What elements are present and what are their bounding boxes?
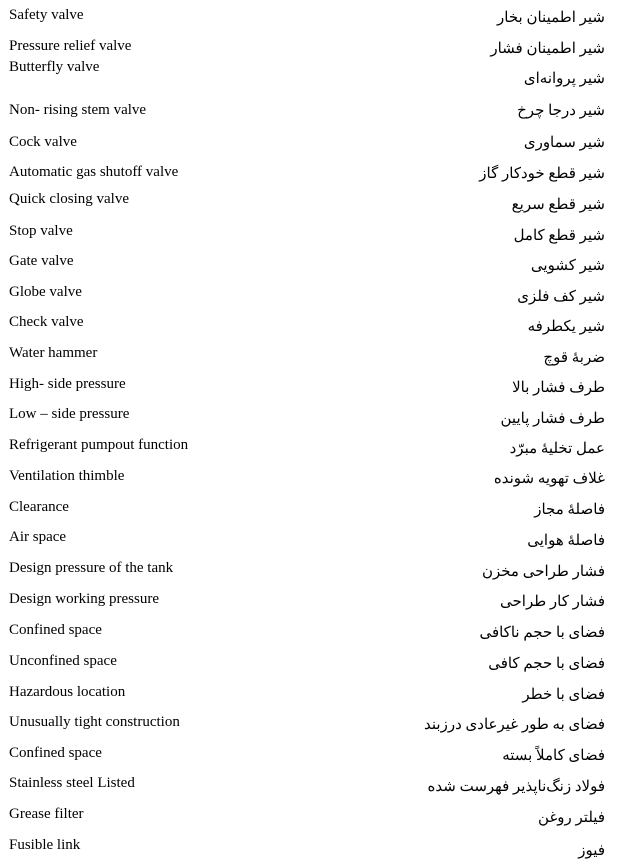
term-persian: فاصلهٔ هوایی [527, 533, 605, 549]
term-persian: شیر قطع سریع [511, 197, 605, 213]
term-english: Pressure relief valve [9, 38, 132, 54]
term-english: Design working pressure [9, 591, 159, 607]
term-persian: شیر قطع خودکار گاز [479, 166, 605, 182]
term-persian: شیر قطع کامل [513, 228, 605, 244]
term-persian: فشار طراحی مخزن [481, 564, 605, 580]
term-persian: فیلتر روغن [538, 810, 605, 826]
term-english: Globe valve [9, 284, 82, 300]
term-persian: فضای کاملاً بسته [502, 748, 605, 764]
term-persian: فضای به طور غیرعادی درزبند [424, 717, 605, 733]
term-persian: عمل تخلیهٔ مبرّد [509, 441, 605, 457]
term-english: Refrigerant pumpout function [9, 437, 189, 453]
term-english: Ventilation thimble [9, 468, 125, 484]
term-persian: فضای با حجم کافی [488, 656, 605, 672]
term-persian: شیر اطمینان بخار [497, 10, 605, 26]
term-english: Air space [9, 529, 67, 545]
term-english: Unusually tight construction [9, 714, 180, 730]
term-english: Water hammer [9, 345, 98, 361]
term-english: Confined space [9, 622, 102, 638]
term-persian: فضای با خطر [522, 687, 605, 703]
term-english: Butterfly valve [9, 59, 100, 75]
term-persian: شیر درجا چرخ [517, 103, 605, 119]
term-english: Automatic gas shutoff valve [9, 164, 179, 180]
term-persian: فاصلهٔ مجاز [534, 502, 605, 518]
term-persian: شیر پروانه‌ای [523, 71, 605, 87]
term-english: Low – side pressure [9, 406, 130, 422]
term-persian: فیوز [578, 843, 605, 859]
term-persian: ضربهٔ قوچ [543, 350, 605, 366]
term-english: Cock valve [9, 134, 77, 150]
term-persian: فشار کار طراحی [500, 594, 605, 610]
term-persian: شیر کشویی [530, 258, 605, 274]
term-english: Confined space [9, 745, 102, 761]
term-english: Quick closing valve [9, 191, 129, 207]
term-persian: غلاف تهویه شونده [493, 471, 605, 487]
term-english: Unconfined space [9, 653, 117, 669]
term-persian: شیر اطمینان فشار [490, 41, 605, 57]
term-english: Non- rising stem valve [9, 102, 147, 118]
term-english: Check valve [9, 314, 84, 330]
term-persian: طرف فشار پایین [500, 411, 605, 427]
term-english: Stop valve [9, 223, 73, 239]
term-english: Safety valve [9, 7, 84, 23]
term-persian: شیر سماوری [523, 135, 605, 151]
term-persian: شیر یکطرفه [527, 319, 605, 335]
term-english: Fusible link [9, 837, 81, 853]
term-english: Stainless steel Listed [9, 775, 135, 791]
term-english: High- side pressure [9, 376, 126, 392]
term-persian: طرف فشار بالا [512, 380, 605, 396]
term-persian: فضای با حجم ناکافی [479, 625, 605, 641]
term-english: Hazardous location [9, 684, 126, 700]
term-persian: فولاد زنگ‌ناپذیر فهرست شده [427, 779, 605, 795]
term-english: Gate valve [9, 253, 74, 269]
term-english: Clearance [9, 499, 69, 515]
term-english: Grease filter [9, 806, 84, 822]
term-english: Design pressure of the tank [9, 560, 174, 576]
term-persian: شیر کف فلزی [517, 289, 605, 305]
